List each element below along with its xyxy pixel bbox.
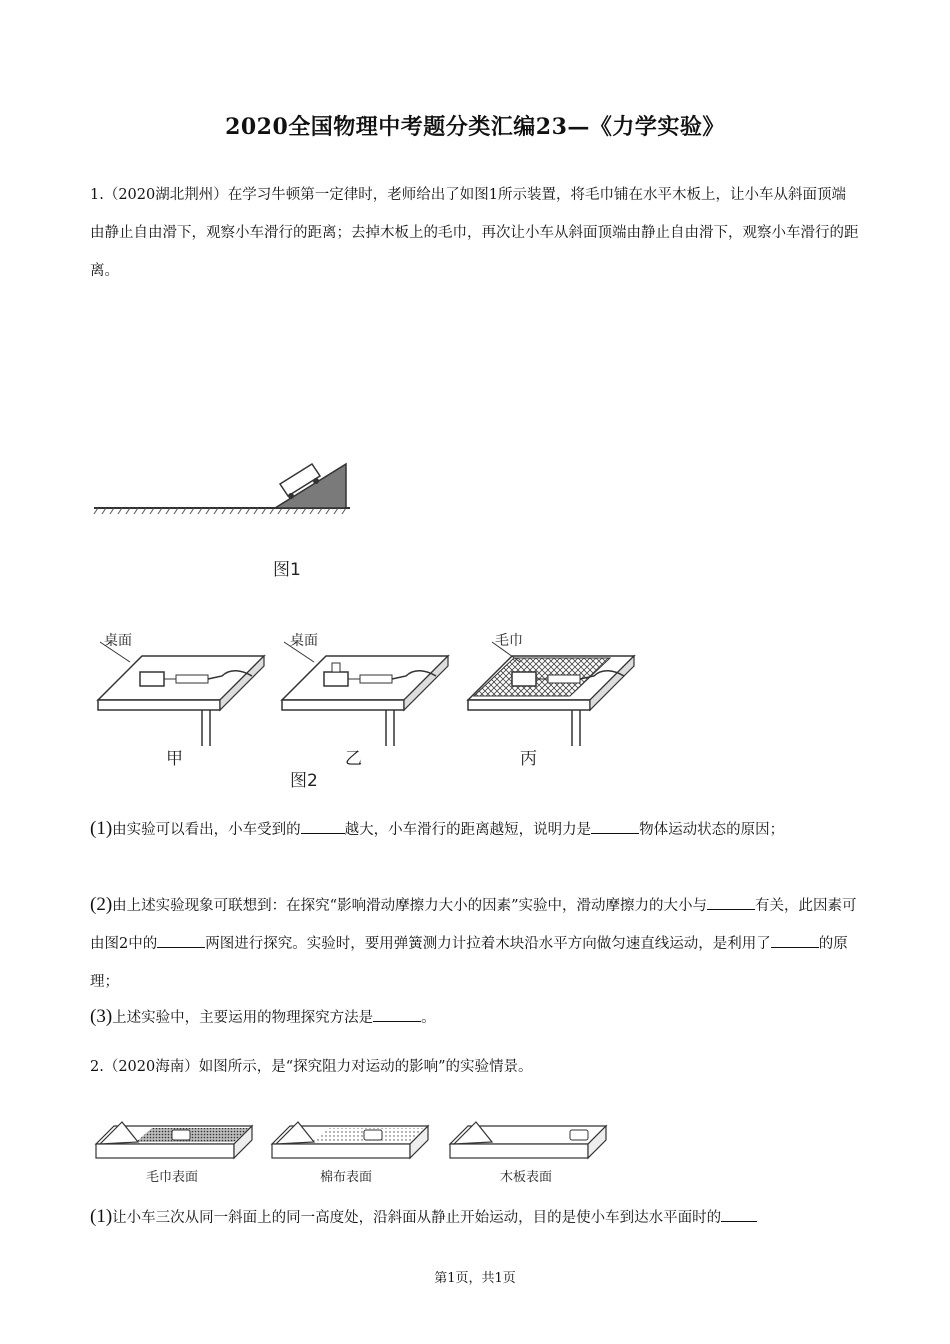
answer-blank[interactable] [721,1207,757,1222]
q2-sub1-number: (1) [90,1206,113,1227]
q1-sub1-text-a: 由实验可以看出，小车受到的 [112,822,301,838]
figure-q2-surfaces [92,1118,617,1166]
table-jia [98,642,264,746]
answer-blank-continued[interactable] [743,895,755,910]
answer-blank[interactable] [301,819,345,834]
fig2-surface-label-2: 桌面 [290,633,318,649]
track-cotton [272,1122,428,1158]
q1-sub3-text-a: 上述实验中，主要运用的物理探究方法是 [112,1010,374,1026]
q1-sub1-text-c: 物体运动状态的原因； [639,822,785,838]
fig2-caption-jia: 甲 [166,749,183,769]
q2-caption-wood: 木板表面 [500,1170,553,1185]
fig2-caption-bing: 丙 [520,749,537,769]
page-footer: 第1页，共1页 [434,1271,516,1286]
q1-sub2-text-a: 由上述实验现象可联想到：在探究“影响滑动摩擦力大小的因素”实验中，滑动摩擦力的大小与 [112,898,707,914]
question-1-text: 1.（2020湖北荆州）在学习牛顿第一定律时，老师给出了如图1所示装置，将毛巾铺在水平木板上，让小车从斜面顶端由静止自由滑下，观察小车滑行的距离；去掉木板上的毛巾，再次让小车从斜面顶端由静止自由滑下，观察小车滑行的距离。 [90,187,859,279]
fig2-surface-label-1: 桌面 [104,633,132,649]
table-bing [468,642,634,746]
page-title: 2020全国物理中考题分类汇编23—《力学实验》 [225,114,725,140]
q1-sub1-number: (1) [90,818,113,839]
q1-sub2-text-c: 两图进行探究。实验时，要用弹簧测力计拉着木块沿水平方向做匀速直线运动，是利用了 [205,936,771,952]
q2-subquestion-1 [90,1198,860,1237]
track-wood [450,1122,606,1158]
q1-sub2-text-b: 有关，此因素可由图2中的 [90,898,857,952]
figure-2-label: 图2 [290,771,318,791]
answer-blank[interactable] [157,933,205,948]
q1-sub2-text-d: 的原理； [90,936,848,990]
track-towel [96,1122,252,1158]
answer-blank[interactable] [591,819,639,834]
answer-blank[interactable] [707,895,743,910]
fig2-caption-yi: 乙 [345,749,362,769]
q2-sub1-text: 让小车三次从同一斜面上的同一高度处，沿斜面从静止开始运动，目的是使小车到达水平面时的 [112,1210,722,1226]
figure-1-incline [90,450,360,520]
q1-subquestion-3 [90,998,860,1037]
q1-sub3-text-b: 。 [421,1010,436,1026]
q2-caption-cotton: 棉布表面 [320,1170,373,1185]
question-2-text: 2.（2020海南）如图所示，是“探究阻力对运动的影响”的实验情景。 [90,1059,533,1075]
q1-subquestion-2 [90,886,860,1001]
answer-blank[interactable] [373,1007,421,1022]
answer-blank[interactable] [771,933,819,948]
q1-sub2-number: (2) [90,894,113,915]
q1-sub3-number: (3) [90,1006,113,1027]
q1-sub1-text-b: 越大，小车滑行的距离越短，说明力是 [344,822,592,838]
q1-subquestion-1 [90,810,860,849]
table-yi [282,642,448,746]
fig2-surface-label-3: 毛巾 [495,633,523,649]
figure-1-label: 图1 [273,560,301,580]
q2-caption-towel: 毛巾表面 [146,1170,199,1185]
